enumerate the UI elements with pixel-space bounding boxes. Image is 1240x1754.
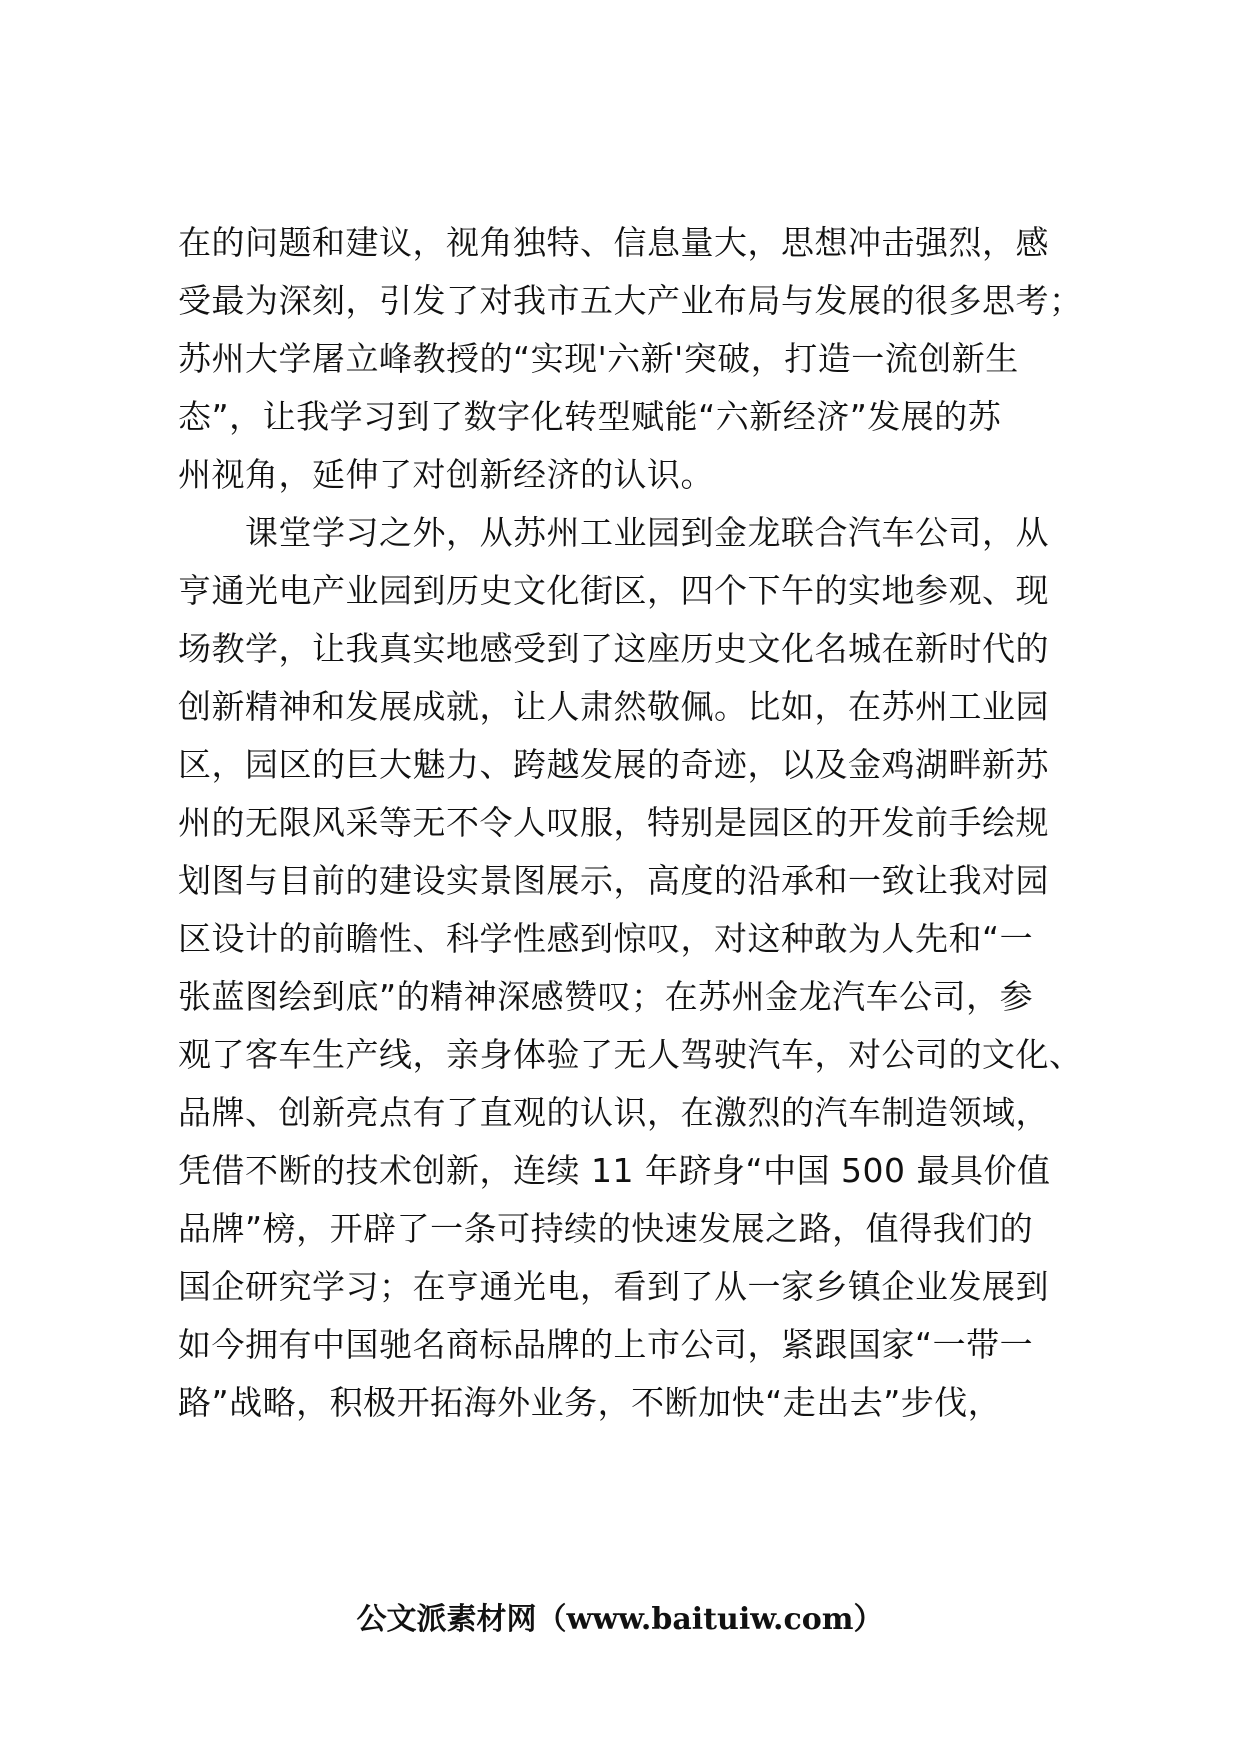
text-line: 划图与目前的建设实景图展示，高度的沿承和一致让我对园	[178, 861, 1049, 900]
text-line: 凭借不断的技术创新，连续 11 年跻身“中国 500 最具价值	[178, 1151, 1051, 1190]
text-line: 品牌”榜，开辟了一条可持续的快速发展之路，值得我们的	[178, 1209, 1034, 1248]
text-line: 课堂学习之外，从苏州工业园到金龙联合汽车公司，从	[178, 513, 1049, 552]
text-line: 路”战略，积极开拓海外业务，不断加快“走出去”步伐，	[178, 1383, 1002, 1422]
text-line: 受最为深刻，引发了对我市五大产业布局与发展的很多思考；	[178, 281, 1083, 320]
text-line: 如今拥有中国驰名商标品牌的上市公司，紧跟国家“一带一	[178, 1325, 1034, 1364]
text-line: 国企研究学习；在亨通光电，看到了从一家乡镇企业发展到	[178, 1267, 1049, 1306]
text-line: 苏州大学屠立峰教授的“实现'六新'突破，打造一流创新生	[178, 339, 1019, 378]
text-line: 在的问题和建议，视角独特、信息量大，思想冲击强烈，感	[178, 223, 1049, 262]
text-line: 场教学，让我真实地感受到了这座历史文化名城在新时代的	[178, 629, 1049, 668]
text-line: 张蓝图绘到底”的精神深感赞叹；在苏州金龙汽车公司，参	[178, 977, 1034, 1016]
text-line: 州视角，延伸了对创新经济的认识。	[178, 455, 714, 494]
text-line: 观了客车生产线，亲身体验了无人驾驶汽车，对公司的文化、	[178, 1035, 1083, 1074]
text-line: 品牌、创新亮点有了直观的认识，在激烈的汽车制造领域，	[178, 1093, 1049, 1132]
text-line: 区，园区的巨大魅力、跨越发展的奇迹，以及金鸡湖畔新苏	[178, 745, 1049, 784]
text-line: 州的无限风采等无不令人叹服，特别是园区的开发前手绘规	[178, 803, 1049, 842]
footer-watermark: 公文派素材网（www.baituiw.com）	[356, 1602, 884, 1637]
text-line: 亨通光电产业园到历史文化街区，四个下午的实地参观、现	[178, 571, 1049, 610]
text-line: 态”，让我学习到了数字化转型赋能“六新经济”发展的苏	[178, 397, 1002, 436]
text-line: 区设计的前瞻性、科学性感到惊叹，对这种敢为人先和“一	[178, 919, 1034, 958]
text-line: 创新精神和发展成就，让人肃然敬佩。比如，在苏州工业园	[178, 687, 1049, 726]
